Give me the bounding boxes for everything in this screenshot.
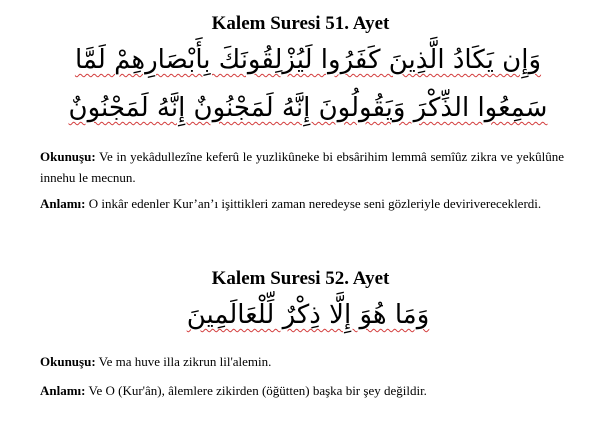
ayet-52-title: Kalem Suresi 52. Ayet [211,268,390,289]
ayet-52-arabic-line-1 [40,295,576,335]
ayet-51-okunusu [40,146,564,188]
anlami-text: Ve O (Kur'ân), âlemlere zikirden (öğütten) başka bir şey değildir. [88,383,427,398]
anlami-label: Anlamı: [40,383,86,398]
ayet-52-arabic-line-1-text: وَمَا هُوَ إِلَّا ذِكْرٌ لِّلْعَالَمِينَ [186,300,430,330]
ayet-51-arabic-line-2 [40,88,576,128]
ayet-52-anlami [40,380,564,401]
ayet-51-anlami [40,193,564,214]
ayet-51-title: Kalem Suresi 51. Ayet [211,13,390,34]
okunusu-text: Ve in yekâdullezîne keferû le yuzlikûneke bi ebsârihim lemmâ semîûz zikra ve yekûlûne innehu le mecnun. [40,149,565,185]
anlami-text: O inkâr edenler Kur’an’ı işittikleri zaman neredeyse seni gözleriyle devirivereceklerdi. [88,196,542,211]
anlami-label: Anlamı: [40,196,86,211]
ayet-51-arabic-line-2-text: سَمِعُوا الذِّكْرَ وَيَقُولُونَ إِنَّهُ لَمَجْنُونٌ إِنَّهُ لَمَجْنُونٌ [68,93,548,123]
okunusu-text: Ve ma huve illa zikrun lil'alemin. [98,354,272,369]
ayet-51-arabic-line-1-text: وَإِن يَكَادُ الَّذِينَ كَفَرُوا لَيُزْلِقُونَكَ بِأَبْصَارِهِمْ لَمَّا [74,45,542,75]
ayet-52-okunusu [40,351,564,372]
okunusu-label: Okunuşu: [40,149,96,164]
ayet-51-arabic-line-1 [40,40,576,80]
okunusu-label: Okunuşu: [40,354,96,369]
